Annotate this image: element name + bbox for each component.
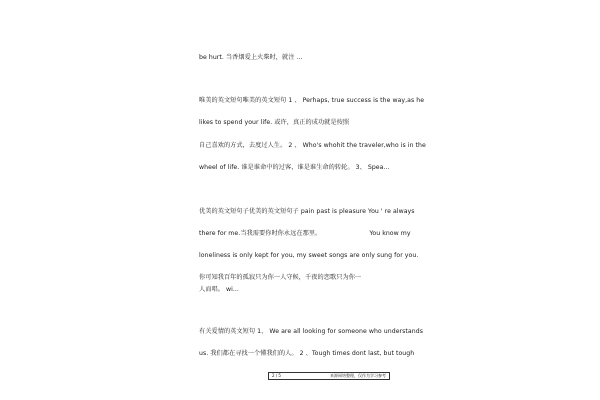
text-line: 自己喜欢的方式，去度过人生。 2 、 Who's whohit the traveler,who is in the — [199, 142, 426, 149]
page-number: 2 / 5 — [272, 373, 281, 378]
text-line-split — [199, 230, 411, 238]
text-line: 你可知我百年的孤寂只为你一人守候，千夜的恋歌只为你一 — [199, 274, 362, 281]
text-line: 唯美的英文短句唯美的英文短句 1 、 Perhaps, true success is the way,as he — [199, 97, 425, 104]
text-line: 优美的英文短句子优美的英文短句子 pain past is pleasure You ' re always — [199, 208, 415, 215]
text-line: us. 我们都在寻找一个懂我们的人。 2 、Tough times dont last, but tough — [199, 350, 415, 357]
text-line: likes to spend your life. 或许，真正的成功就是按照 — [199, 119, 350, 126]
footer-note: 来源网络整理，仅作为学习参考 — [330, 373, 386, 378]
text-fragment: You know my — [369, 230, 411, 237]
text-line: 有关爱情的英文短句 1、 We are all looking for someone who understands — [199, 328, 423, 335]
text-line: loneliness is only kept for you, my sweet songs are only sung for you. — [199, 252, 419, 259]
text-line: 人而唱。 wi... — [199, 286, 239, 293]
text-fragment: there for me.当我需要你时你永远在那里。 — [199, 230, 322, 237]
text-line: wheel of life. 谁是谁命中的过客，谁是谁生命的转轮。 3、 Spea... — [199, 164, 390, 171]
text-line: be hurt. 当香烟爱上火柴时，就注 ... — [199, 54, 303, 61]
page-footer — [268, 372, 390, 380]
